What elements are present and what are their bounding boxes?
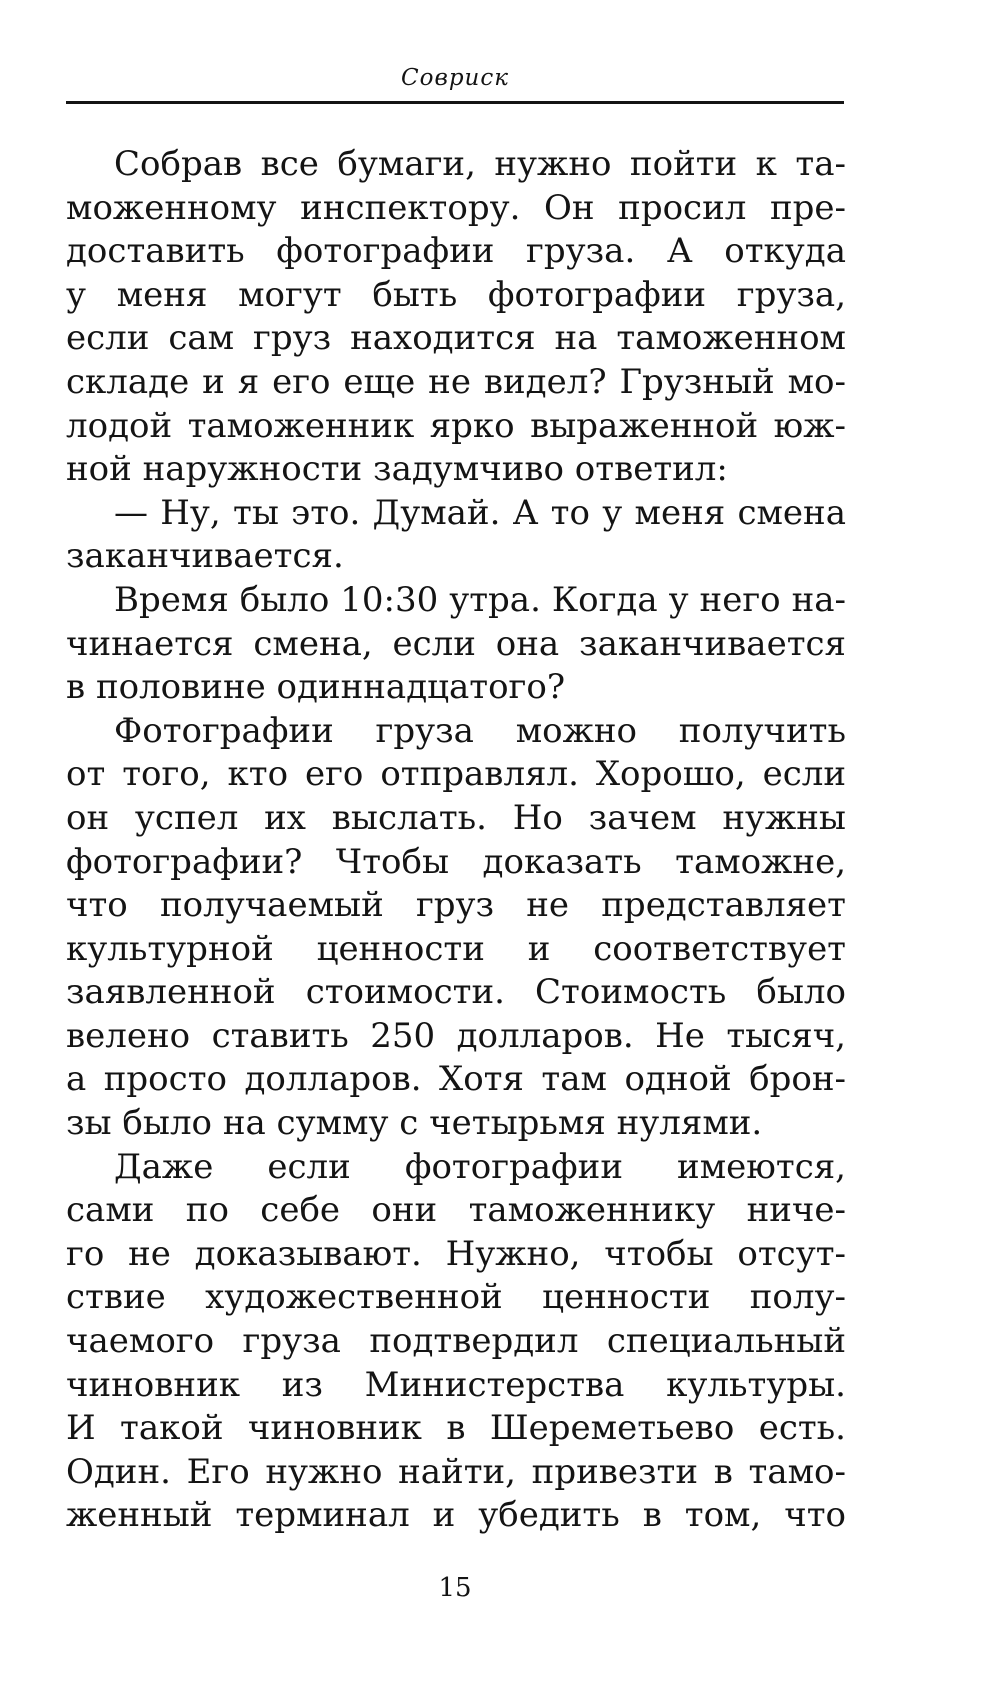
paragraph <box>66 492 846 579</box>
text-line: чинается смена, если она заканчивается <box>66 623 846 664</box>
text-line: велено ставить 250 долларов. Не тысяч, <box>66 1015 846 1056</box>
text-line: доставить фотографии груза. А откуда <box>66 231 846 272</box>
text-line: ной наружности задумчиво ответил: <box>66 449 728 490</box>
body-text <box>66 143 846 1538</box>
text-line: складе и я его еще не видел? Грузный мо- <box>66 361 846 402</box>
text-line: ствие художественной ценности полу- <box>66 1277 846 1318</box>
text-line: женный терминал и убедить в том, что <box>66 1495 846 1536</box>
text-line: если сам груз находится на таможенном <box>66 318 846 359</box>
text-line: Один. Его нужно найти, привезти в тамо- <box>66 1451 846 1492</box>
paragraph <box>66 1146 846 1538</box>
text-line: Собрав все бумаги, нужно пойти к та- <box>114 144 846 184</box>
paragraph <box>66 710 846 1146</box>
text-line: чиновник из Министерства культуры. <box>66 1364 846 1405</box>
header-rule <box>66 101 844 104</box>
text-line: от того, кто его отправлял. Хорошо, если <box>66 754 846 795</box>
text-line: культурной ценности и соответствует <box>66 928 846 969</box>
paragraph <box>66 579 846 710</box>
text-line: он успел их выслать. Но зачем нужны <box>66 797 846 838</box>
text-line: зы было на сумму с четырьмя нулями. <box>66 1103 763 1144</box>
text-line: что получаемый груз не представляет <box>66 885 846 926</box>
text-line: заканчивается. <box>66 536 344 577</box>
text-line: в половине одиннадцатого? <box>66 667 566 708</box>
text-line: моженному инспектору. Он просил пре- <box>66 187 846 228</box>
text-line: заявленной стоимости. Стоимость было <box>66 972 846 1013</box>
text-line: И такой чиновник в Шереметьево есть. <box>66 1408 846 1449</box>
text-line: у меня могут быть фотографии груза, <box>66 274 846 315</box>
text-line: лодой таможенник ярко выраженной юж- <box>66 405 846 446</box>
text-line: — Ну, ты это. Думай. А то у меня смена <box>114 492 846 533</box>
text-line: чаемого груза подтвердил специальный <box>66 1321 846 1362</box>
text-line: фотографии? Чтобы доказать таможне, <box>66 841 846 882</box>
text-line: а просто долларов. Хотя там одной брон- <box>66 1059 846 1100</box>
page-number: 15 <box>438 1573 472 1603</box>
text-line: Время было 10:30 утра. Когда у него на- <box>114 579 846 620</box>
text-line: Даже если фотографии имеются, <box>114 1146 846 1187</box>
running-head: Совриск <box>401 65 509 91</box>
text-line: Фотографии груза можно получить <box>114 710 846 751</box>
paragraph <box>66 143 846 492</box>
text-line: сами по себе они таможеннику ниче- <box>66 1190 846 1231</box>
text-line: го не доказывают. Нужно, чтобы отсут- <box>66 1233 846 1274</box>
